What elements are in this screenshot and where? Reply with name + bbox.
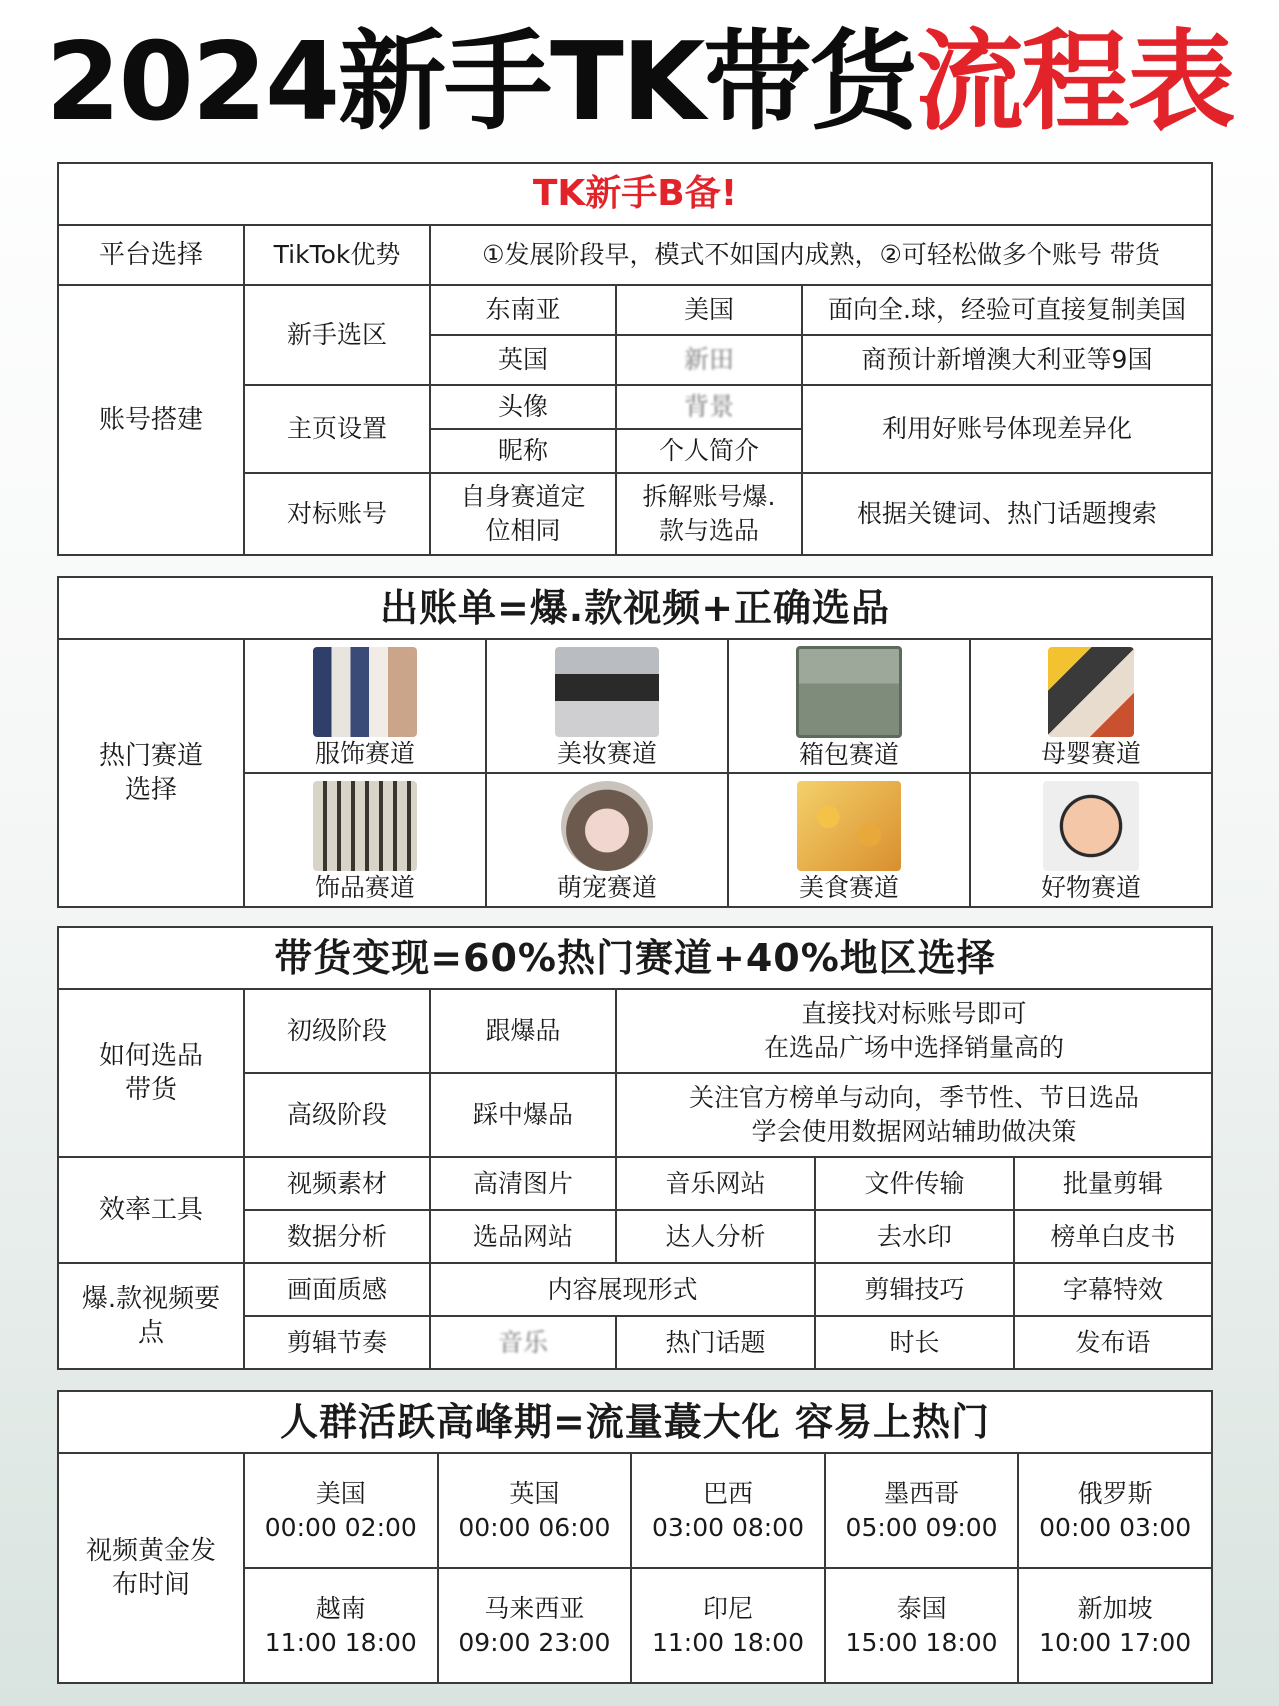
track-caption: 萌宠赛道	[556, 873, 657, 902]
time-range: 00:00 03:00	[1039, 1512, 1192, 1542]
home-label: 主页设置	[244, 385, 430, 473]
viral-item: 时长	[815, 1316, 1014, 1369]
tool-item: 选品网站	[430, 1210, 616, 1263]
bench-c2: 拆解账号爆.款与选品	[616, 473, 802, 555]
basic-method: 跟爆品	[430, 989, 616, 1073]
country-name: 新加坡	[1077, 1593, 1153, 1623]
bench-label: 对标账号	[244, 473, 430, 555]
country-name: 英国	[509, 1478, 560, 1508]
track-card	[486, 773, 728, 907]
basic-desc-l1: 直接找对标账号即可	[801, 999, 1027, 1028]
region-r1c2: 美国	[616, 285, 802, 335]
track-caption: 母婴赛道	[1040, 739, 1141, 768]
time-range: 05:00 09:00	[845, 1512, 998, 1542]
time-range: 11:00 18:00	[264, 1627, 417, 1657]
country-name: 美国	[315, 1478, 366, 1508]
time-cell	[1018, 1453, 1212, 1568]
baby-thumbnail	[1048, 647, 1134, 737]
tool-item: 达人分析	[616, 1210, 815, 1263]
region-label: 新手选区	[244, 285, 430, 385]
adv-method: 踩中爆品	[430, 1073, 616, 1157]
tools-label: 效率工具	[58, 1157, 244, 1263]
viral-item: 内容展现形式	[430, 1263, 815, 1316]
section-peak-times	[57, 1390, 1213, 1684]
home-r1c2: 背景	[616, 385, 802, 429]
viral-item: 剪辑节奏	[244, 1316, 430, 1369]
tool-item: 去水印	[815, 1210, 1014, 1263]
tool-item: 高清图片	[430, 1157, 616, 1210]
track-caption: 美食赛道	[798, 873, 899, 902]
track-caption: 好物赛道	[1040, 873, 1141, 902]
region-r1c3: 面向全.球，经验可直接复制美国	[802, 285, 1212, 335]
country-name: 墨西哥	[884, 1478, 960, 1508]
time-range: 10:00 17:00	[1039, 1627, 1192, 1657]
section4-header: 人群活跃高峰期=流量蕞大化 容易上热门	[58, 1391, 1212, 1453]
adv-desc	[616, 1073, 1212, 1157]
country-name: 印尼	[702, 1593, 753, 1623]
track-card	[728, 773, 970, 907]
page-title	[0, 18, 1279, 148]
time-cell	[438, 1568, 632, 1683]
country-name: 泰国	[896, 1593, 947, 1623]
track-card	[970, 639, 1212, 773]
section1-header: TK新手B备!	[58, 163, 1212, 225]
beauty-thumbnail	[555, 647, 659, 737]
track-card	[244, 773, 486, 907]
track-caption: 美妆赛道	[556, 739, 657, 768]
time-cell	[825, 1453, 1019, 1568]
platform-desc: ①发展阶段早，模式不如国内成熟，②可轻松做多个账号 带货	[430, 225, 1212, 285]
viral-item: 音乐	[430, 1316, 616, 1369]
time-range: 11:00 18:00	[651, 1627, 804, 1657]
track-caption: 饰品赛道	[314, 873, 415, 902]
adv-desc-l1: 关注官方榜单与动向，季节性、节日选品	[688, 1083, 1139, 1112]
tool-item: 视频素材	[244, 1157, 430, 1210]
platform-label: 平台选择	[58, 225, 244, 285]
track-card	[728, 639, 970, 773]
basic-desc	[616, 989, 1212, 1073]
home-r2c1: 昵称	[430, 429, 616, 473]
viral-item: 字幕特效	[1014, 1263, 1212, 1316]
home-r2c2: 个人简介	[616, 429, 802, 473]
section3-header: 带货变现=60%热门赛道+40%地区选择	[58, 927, 1212, 989]
title-red: 流程表	[915, 20, 1234, 145]
country-name: 越南	[315, 1593, 366, 1623]
time-cell	[825, 1568, 1019, 1683]
basic-stage: 初级阶段	[244, 989, 430, 1073]
time-cell	[438, 1453, 632, 1568]
time-range: 00:00 02:00	[264, 1512, 417, 1542]
time-cell	[631, 1453, 825, 1568]
time-cell	[244, 1568, 438, 1683]
country-name: 马来西亚	[484, 1593, 585, 1623]
goods-thumbnail	[1043, 781, 1139, 871]
adv-stage: 高级阶段	[244, 1073, 430, 1157]
tool-item: 文件传输	[815, 1157, 1014, 1210]
adv-desc-l2: 学会使用数据网站辅助做决策	[751, 1117, 1077, 1146]
viral-label: 爆.款视频要点	[58, 1263, 244, 1369]
basic-desc-l2: 在选品广场中选择销量高的	[763, 1033, 1064, 1062]
section-account-setup	[57, 162, 1213, 556]
food-thumbnail	[797, 781, 901, 871]
select-label: 如何选品带货	[58, 989, 244, 1157]
tool-item: 数据分析	[244, 1210, 430, 1263]
tool-item: 榜单白皮书	[1014, 1210, 1212, 1263]
country-name: 巴西	[702, 1478, 753, 1508]
region-r2c3: 商预计新增澳大利亚等9国	[802, 335, 1212, 385]
time-cell	[1018, 1568, 1212, 1683]
peak-label: 视频黄金发布时间	[58, 1453, 244, 1683]
account-label: 账号搭建	[58, 285, 244, 555]
time-range: 09:00 23:00	[458, 1627, 611, 1657]
section2-header: 出账单=爆.款视频+正确选品	[58, 577, 1212, 639]
time-range: 03:00 08:00	[651, 1512, 804, 1542]
track-caption: 服饰赛道	[314, 739, 415, 768]
tool-item: 音乐网站	[616, 1157, 815, 1210]
time-cell	[631, 1568, 825, 1683]
track-card	[244, 639, 486, 773]
track-caption: 箱包赛道	[798, 740, 899, 769]
platform-sub: TikTok优势	[244, 225, 430, 285]
time-range: 15:00 18:00	[845, 1627, 998, 1657]
viral-item: 发布语	[1014, 1316, 1212, 1369]
bench-c3: 根据关键词、热门话题搜索	[802, 473, 1212, 555]
tool-item: 批量剪辑	[1014, 1157, 1212, 1210]
country-name: 俄罗斯	[1077, 1478, 1153, 1508]
track-card	[486, 639, 728, 773]
home-note: 利用好账号体现差异化	[802, 385, 1212, 473]
track-card	[970, 773, 1212, 907]
region-r2c2: 新田	[616, 335, 802, 385]
jewelry-thumbnail	[313, 781, 417, 871]
region-r2c1: 英国	[430, 335, 616, 385]
time-range: 00:00 06:00	[458, 1512, 611, 1542]
clothing-thumbnail	[313, 647, 417, 737]
bench-c1: 自身赛道定位相同	[430, 473, 616, 555]
luggage-thumbnail	[796, 646, 902, 738]
tracks-label: 热门赛道选择	[58, 639, 244, 907]
section-hot-tracks	[57, 576, 1213, 908]
region-r1c1: 东南亚	[430, 285, 616, 335]
viral-item: 剪辑技巧	[815, 1263, 1014, 1316]
section-monetization	[57, 926, 1213, 1370]
viral-item: 画面质感	[244, 1263, 430, 1316]
pet-thumbnail	[561, 781, 653, 871]
title-black: 2024新手TK带货	[45, 20, 916, 145]
time-cell	[244, 1453, 438, 1568]
home-r1c1: 头像	[430, 385, 616, 429]
viral-item: 热门话题	[616, 1316, 815, 1369]
